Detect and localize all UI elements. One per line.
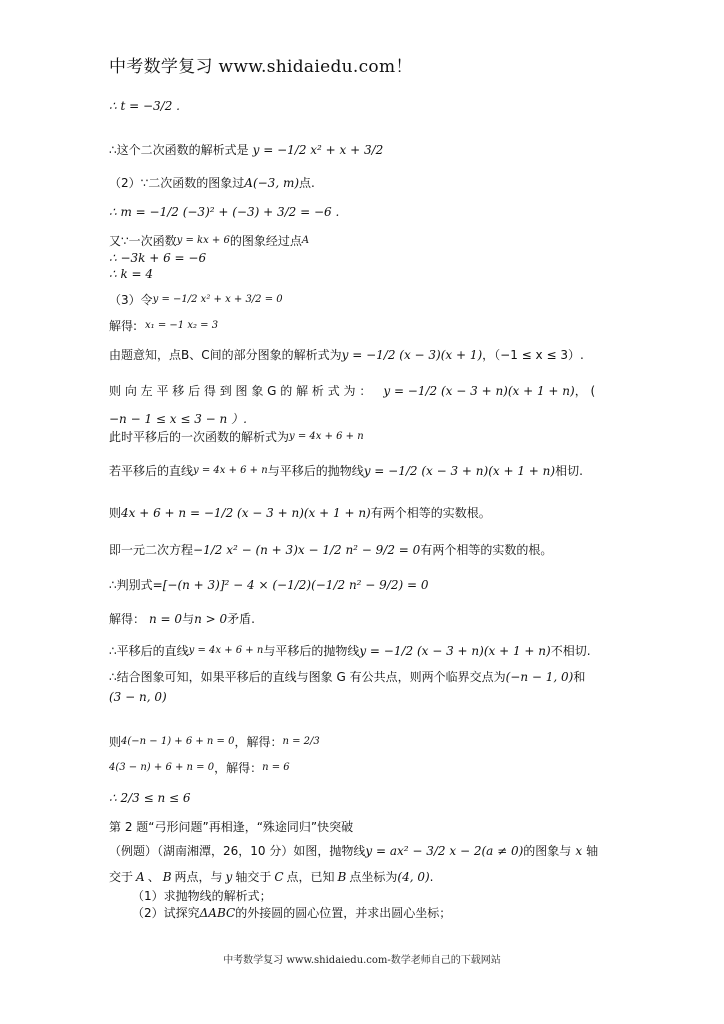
text: ∴判别式= — [109, 578, 163, 592]
line-part2 — [109, 175, 315, 191]
point-a: A — [136, 870, 145, 884]
text: 和 — [573, 670, 586, 684]
text: 解得： — [109, 612, 146, 626]
range: −n − 1 ≤ x ≤ 3 − n ）. — [109, 412, 247, 426]
problem2-statement — [109, 843, 598, 859]
text: 与平移后的抛物线 — [267, 464, 364, 478]
line-graph-g — [109, 383, 595, 399]
formula: y = −1/2 x² + x + 3/2 — [252, 143, 384, 157]
equation: 4(−n − 1) + 6 + n = 0 — [121, 736, 235, 747]
formula: y = −1/2 (x − 3)(x + 1) — [341, 348, 483, 362]
text: 点. — [299, 176, 315, 190]
text: 与平移后的抛物线 — [263, 644, 360, 658]
line-parabola-formula — [109, 142, 383, 158]
line-point2 — [109, 689, 167, 705]
formula: −1/2 x² − (n + 3)x − 1/2 n² − 9/2 = 0 — [193, 543, 421, 557]
coord: (4, 0) — [397, 870, 430, 884]
line-m-value — [109, 204, 339, 220]
triangle: ΔABC — [199, 906, 236, 920]
text: （1）求抛物线的解析式； — [132, 889, 272, 903]
line-k-eq — [109, 250, 206, 266]
text: 的图象与 — [523, 844, 572, 858]
line-linear-func — [109, 233, 309, 249]
text: ∴平移后的直线 — [109, 644, 189, 658]
formula: y = −1/2 (x − 3 + n)(x + 1 + n) — [359, 644, 551, 658]
point-a: A(−3, m) — [244, 176, 300, 190]
formula: y = 4x + 6 + n — [289, 431, 364, 442]
text: 则 — [109, 506, 122, 520]
text: 由题意知，点B、C间的部分图象的解析式为 — [109, 348, 342, 362]
text: （3）令 — [109, 293, 153, 307]
point: (3 − n, 0) — [109, 690, 167, 704]
m-equation: ∴ m = −1/2 (−3)² + (−3) + 3/2 = −6 . — [109, 205, 340, 219]
text: 轴 — [586, 844, 599, 858]
line-roots — [109, 318, 218, 334]
line-range — [109, 411, 247, 427]
page-footer: 中考数学复习 www.shidaiedu.com-数学老师自己的下载网站 — [223, 955, 501, 966]
text: ，解得： — [234, 735, 283, 749]
text: 解得: — [109, 319, 138, 333]
formula: y = kx + 6 — [176, 235, 230, 246]
line-discriminant — [109, 577, 428, 593]
text: 不相切. — [550, 644, 591, 658]
roots: x₁ = −1 x₂ = 3 — [145, 320, 219, 331]
result: n = 2/3 — [282, 736, 320, 747]
result: n = 6 — [262, 762, 290, 773]
problem2-statement-cont — [109, 869, 433, 885]
heading: 第 2 题“弓形问题”再相逢，“殊途同归”快突破 — [109, 820, 354, 834]
formula: y = −1/2 (x − 3 + n)(x + 1 + n) — [363, 464, 556, 478]
text: 矛盾. — [227, 612, 255, 626]
text: 的图象经过点 — [229, 234, 302, 248]
formula: n > 0 — [194, 612, 228, 626]
var-y: y — [225, 870, 233, 884]
text: 即一元二次方程 — [109, 543, 194, 557]
text: 则 — [109, 735, 122, 749]
text: ，（−1 ≤ x ≤ 3）. — [482, 348, 584, 362]
formula: y = ax² − 3/2 x − 2(a ≠ 0) — [365, 844, 524, 858]
formula: 4x + 6 + n = −1/2 (x − 3 + n)(x + 1 + n) — [121, 506, 371, 520]
point-b: B — [162, 870, 172, 884]
line-contradiction — [109, 611, 255, 627]
text: ∴这个二次函数的解析式是 — [109, 143, 249, 157]
text: 的外接圆的圆心位置，并求出圆心坐标； — [235, 906, 452, 920]
line-part3 — [109, 292, 283, 308]
text: （2）试探究 — [132, 906, 200, 920]
text: （例题）（湖南湘潭，26，10 分）如图，抛物线 — [109, 844, 366, 858]
line-critical-points — [109, 669, 585, 685]
formula: y = −1/2 (x − 3 + n)(x + 1 + n) — [383, 384, 575, 398]
equation: 4(3 − n) + 6 + n = 0 — [109, 762, 215, 773]
line-equal-roots — [109, 505, 491, 521]
point-b: B — [337, 870, 347, 884]
formula: y = 4x + 6 + n — [193, 465, 268, 476]
equation: ∴ k = 4 — [109, 267, 154, 281]
text: 交于 — [109, 870, 134, 884]
page-header: 中考数学复习 www.shidaiedu.com！ — [109, 57, 413, 77]
text: 有两个相等的实数的根。 — [420, 543, 553, 557]
t-equation: ∴ t = −3/2 . — [109, 99, 180, 113]
text: ， ( — [574, 384, 596, 398]
equation: ∴ −3k + 6 = −6 — [109, 251, 207, 265]
text: 点坐标为 — [349, 870, 398, 884]
formula: n = 0 — [149, 612, 183, 626]
problem2-title — [109, 819, 353, 835]
line-tangent-assume — [109, 463, 583, 479]
question-2 — [132, 905, 451, 921]
point-label: A — [301, 235, 310, 246]
text: . — [429, 870, 434, 884]
text: 与 — [182, 612, 195, 626]
text: ，解得： — [214, 761, 263, 775]
line-n-range — [109, 790, 191, 806]
text: 两点，与 — [174, 870, 223, 884]
text: 则 向 左 平 移 后 得 到 图 象 G 的 解 析 式 为 ： — [109, 384, 372, 398]
line-k-value — [109, 266, 153, 282]
line-quadratic — [109, 542, 552, 558]
text: 又∵一次函数 — [109, 234, 177, 248]
point-c: C — [274, 870, 284, 884]
text: 相切. — [555, 464, 583, 478]
text: 点，已知 — [286, 870, 335, 884]
line-solve2 — [109, 760, 290, 776]
line-solve1 — [109, 734, 320, 750]
var-x: x — [575, 844, 583, 858]
text: （2）∵二次函数的图象过 — [109, 176, 245, 190]
formula: [−(n + 3)]² − 4 × (−1/2)(−1/2 n² − 9/2) = 0 — [162, 578, 429, 592]
text: 、 — [147, 870, 160, 884]
text: 有两个相等的实数根。 — [370, 506, 491, 520]
text: 若平移后的直线 — [109, 464, 194, 478]
line-bc-part — [109, 347, 584, 363]
line-t-value — [109, 98, 180, 114]
line-not-tangent — [109, 643, 591, 659]
question-1 — [132, 888, 272, 904]
text: 轴交于 — [235, 870, 272, 884]
formula: y = −1/2 x² + x + 3/2 = 0 — [152, 294, 283, 305]
formula: y = 4x + 6 + n — [188, 645, 264, 656]
line-shifted-linear — [109, 429, 364, 445]
text: 此时平移后的一次函数的解析式为 — [109, 430, 290, 444]
point: (−n − 1, 0) — [505, 670, 574, 684]
range: ∴ 2/3 ≤ n ≤ 6 — [109, 791, 191, 805]
text: ∴结合图象可知，如果平移后的直线与图象 G 有公共点，则两个临界交点为 — [109, 670, 506, 684]
